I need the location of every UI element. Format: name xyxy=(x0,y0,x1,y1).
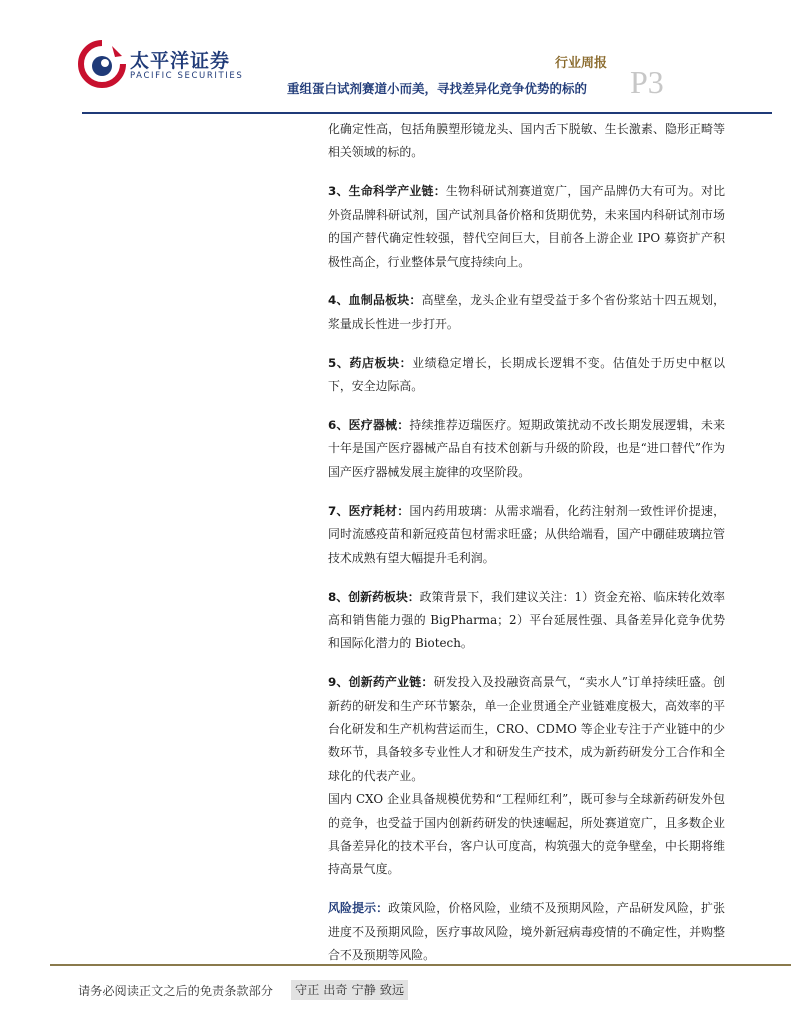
company-logo xyxy=(78,40,244,90)
paragraph-text: 业绩稳定增长，长期成长逻辑不变。估值处于历史中枢以下，安全边际高。 xyxy=(328,355,725,394)
paragraph-medical-consumables xyxy=(328,500,725,570)
paragraph-life-science-chain xyxy=(328,180,725,274)
paragraph-text: 生物科研试剂赛道宽广，国产品牌仍大有可为。对比外资品牌科研试剂，国产试剂具备价格和货期优势，未来国内科研试剂市场的国产替代确定性较强，替代空间巨大，目前各上游企业 IPO 募资扩产积极性高企，行业整体景气度持续向上。 xyxy=(328,184,725,269)
paragraph-continuation xyxy=(328,118,725,165)
paragraph-text: 持续推荐迈瑞医疗。短期政策扰动不改长期发展逻辑，未来十年是国产医疗器械产品自有技术创新与升级的阶段，也是“进口替代”作为国产医疗器械发展主旋律的攻坚阶段。 xyxy=(328,418,725,479)
paragraph-pharmacy xyxy=(328,352,725,399)
header-divider xyxy=(82,112,772,114)
report-subtitle: 重组蛋白试剂赛道小而美，寻找差异化竞争优势的标的 xyxy=(287,81,588,96)
footer-divider xyxy=(50,964,791,966)
paragraph-text: 政策背景下，我们建议关注：1）资金充裕、临床转化效率高和销售能力强的 BigPharma；2）平台延展性强、具备差异化竞争优势和国际化潜力的 Biotech。 xyxy=(328,589,725,651)
paragraph-risk-warning xyxy=(328,897,725,967)
paragraph-heading: 5、药店板块： xyxy=(328,355,413,370)
paragraph-innovative-drug-chain xyxy=(328,671,725,788)
paragraph-heading: 9、创新药产业链： xyxy=(328,675,434,690)
report-body xyxy=(328,118,725,968)
paragraph-heading: 4、血制品板块： xyxy=(328,293,422,308)
page-number: P3 xyxy=(630,64,664,100)
paragraph-text: 国内药用玻璃：从需求端看，化药注射剂一致性评价提速，同时流感疫苗和新冠疫苗包材需求旺盛；从供给端看，国产中硼硅玻璃拉管技术成熟有望大幅提升毛利润。 xyxy=(328,503,725,565)
paragraph-blood-products xyxy=(328,289,725,336)
paragraph-medical-devices xyxy=(328,414,725,484)
paragraph-text: 高壁垒，龙头企业有望受益于多个省份浆站十四五规划，浆量成长性进一步打开。 xyxy=(328,293,725,331)
paragraph-text: 国内 CXO 企业具备规模优势和“工程师红利”，既可参与全球新药研发外包的竞争，也受益于国内创新药研发的快速崛起，所处赛道宽广，且多数企业具备差异化的技术平台，客户认可度高，构筑强大的竞争壁垒，中长期将维持高景气度。 xyxy=(328,792,725,877)
paragraph-heading: 7、医疗耗材： xyxy=(328,503,410,518)
pacific-logo-icon xyxy=(78,40,126,88)
paragraph-heading: 风险提示： xyxy=(328,901,389,916)
paragraph-cxo xyxy=(328,788,725,882)
paragraph-heading: 3、生命科学产业链： xyxy=(328,184,446,199)
paragraph-text: 政策风险，价格风险，业绩不及预期风险，产品研发风险，扩张进度不及预期风险，医疗事故风险，境外新冠病毒疫情的不确定性，并购整合不及预期等风险。 xyxy=(328,901,725,963)
paragraph-innovative-drugs xyxy=(328,586,725,656)
report-type-label: 行业周报 xyxy=(555,56,608,71)
footer-disclaimer: 请务必阅读正文之后的免责条款部分 xyxy=(78,984,273,998)
paragraph-text: 研发投入及投融资高景气，“卖水人”订单持续旺盛。创新药的研发和生产环节繁杂，单一企业贯通全产业链难度极大，高效率的平台化研发和生产机构营运而生，CRO、CDMO 等企业专注于产业链中的少数环节，具备较多专业性人才和研发生产技术，成为新药研发分工合作和全球化的代表产业。 xyxy=(328,675,725,783)
paragraph-heading: 6、医疗器械： xyxy=(328,418,410,433)
logo-chinese-name: 太平洋证券 xyxy=(130,50,231,72)
logo-english-name: PACIFIC SECURITIES xyxy=(130,71,244,81)
footer-motto: 守正 出奇 宁静 致远 xyxy=(291,980,408,1000)
paragraph-heading: 8、创新药板块： xyxy=(328,589,420,604)
paragraph-text: 化确定性高，包括角膜塑形镜龙头、国内舌下脱敏、生长激素、隐形正畸等相关领域的标的。 xyxy=(328,122,725,160)
